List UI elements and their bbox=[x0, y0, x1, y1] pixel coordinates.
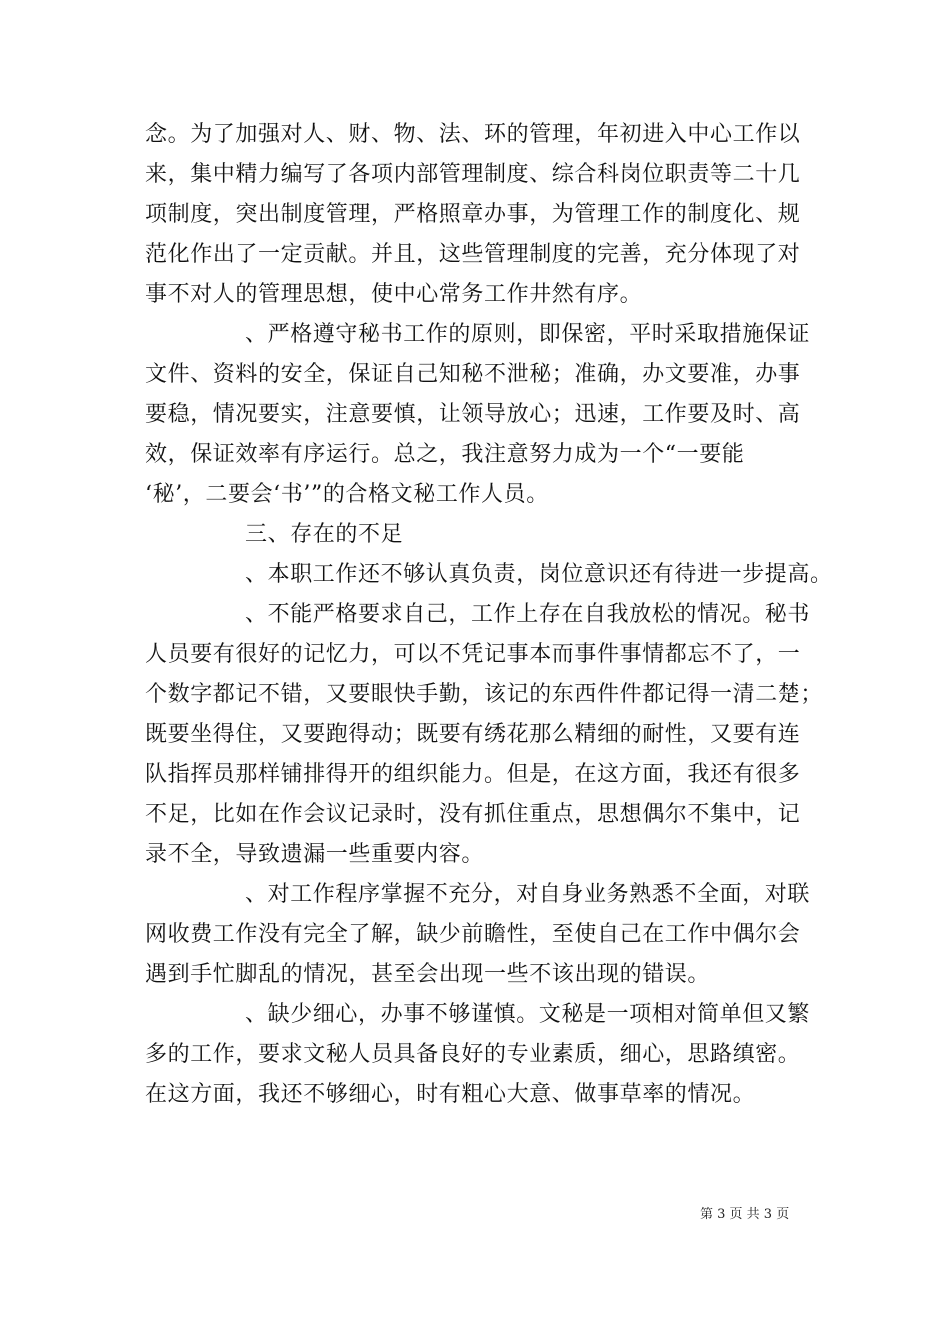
page-number-footer: 第 3 页 共 3 页 bbox=[700, 1207, 790, 1222]
paragraph-line: 要稳，情况要实，注意要慎，让领导放心；迅速，工作要及时、高 bbox=[145, 402, 801, 427]
section-heading-shortcomings bbox=[145, 515, 817, 555]
paragraph-line: 多的工作，要求文秘人员具备良好的专业素质，细心，思路缜密。 bbox=[145, 1042, 801, 1067]
paragraph-line: 网收费工作没有完全了解，缺少前瞻性，至使自己在工作中偶尔会 bbox=[145, 922, 801, 947]
paragraph-shortcoming-procedures bbox=[145, 875, 817, 995]
paragraph-line: ‘秘’，二要会‘书’”的合格文秘工作人员。 bbox=[145, 482, 549, 507]
paragraph-shortcoming-responsibility bbox=[145, 555, 833, 595]
paragraph-line: 队指挥员那样铺排得开的组织能力。但是，在这方面，我还有很多 bbox=[145, 762, 801, 787]
paragraph-line: 文件、资料的安全，保证自己知秘不泄秘；准确，办文要准，办事 bbox=[145, 362, 801, 387]
paragraph-line: 不足，比如在作会议记录时，没有抓住重点，思想偶尔不集中，记 bbox=[145, 802, 801, 827]
paragraph-secretary-principles bbox=[145, 315, 817, 515]
paragraph-line: 效，保证效率有序运行。总之，我注意努力成为一个“一要能 bbox=[145, 442, 745, 467]
paragraph-line: 录不全，导致遗漏一些重要内容。 bbox=[145, 842, 485, 867]
paragraph-line: 、严格遵守秘书工作的原则，即保密，平时采取措施保证 bbox=[245, 322, 811, 347]
paragraph-shortcoming-carefulness bbox=[145, 995, 817, 1115]
paragraph-line: 、缺少细心，办事不够谨慎。文秘是一项相对简单但又繁 bbox=[245, 1002, 811, 1027]
paragraph-line: 念。为了加强对人、财、物、法、环的管理，年初进入中心工作以 bbox=[145, 122, 801, 147]
document-body bbox=[145, 115, 833, 1115]
paragraph-line: 人员要有很好的记忆力，可以不凭记事本而事件事情都忘不了，一 bbox=[145, 642, 801, 667]
section-heading: 三、存在的不足 bbox=[245, 522, 404, 547]
paragraph-line: 范化作出了一定贡献。并且，这些管理制度的完善，充分体现了对 bbox=[145, 242, 801, 267]
paragraph-line: 、对工作程序掌握不充分，对自身业务熟悉不全面，对联 bbox=[245, 882, 811, 907]
paragraph-shortcoming-self-discipline bbox=[145, 595, 824, 875]
paragraph-line: 个数字都记不错，又要眼快手勤，该记的东西件件都记得一清二楚； bbox=[145, 682, 824, 707]
paragraph-line: 事不对人的管理思想，使中心常务工作井然有序。 bbox=[145, 282, 643, 307]
paragraph-line: 既要坐得住，又要跑得动；既要有绣花那么精细的耐性，又要有连 bbox=[145, 722, 801, 747]
paragraph-line: 项制度，突出制度管理，严格照章办事，为管理工作的制度化、规 bbox=[145, 202, 801, 227]
paragraph-line: 、本职工作还不够认真负责，岗位意识还有待进一步提高。 bbox=[245, 562, 833, 587]
paragraph-line: 来，集中精力编写了各项内部管理制度、综合科岗位职责等二十几 bbox=[145, 162, 801, 187]
paragraph-line: 、不能严格要求自己，工作上存在自我放松的情况。秘书 bbox=[245, 602, 811, 627]
paragraph-management-system bbox=[145, 115, 817, 315]
paragraph-line: 在这方面，我还不够细心，时有粗心大意、做事草率的情况。 bbox=[145, 1082, 756, 1107]
paragraph-line: 遇到手忙脚乱的情况，甚至会出现一些不该出现的错误。 bbox=[145, 962, 711, 987]
